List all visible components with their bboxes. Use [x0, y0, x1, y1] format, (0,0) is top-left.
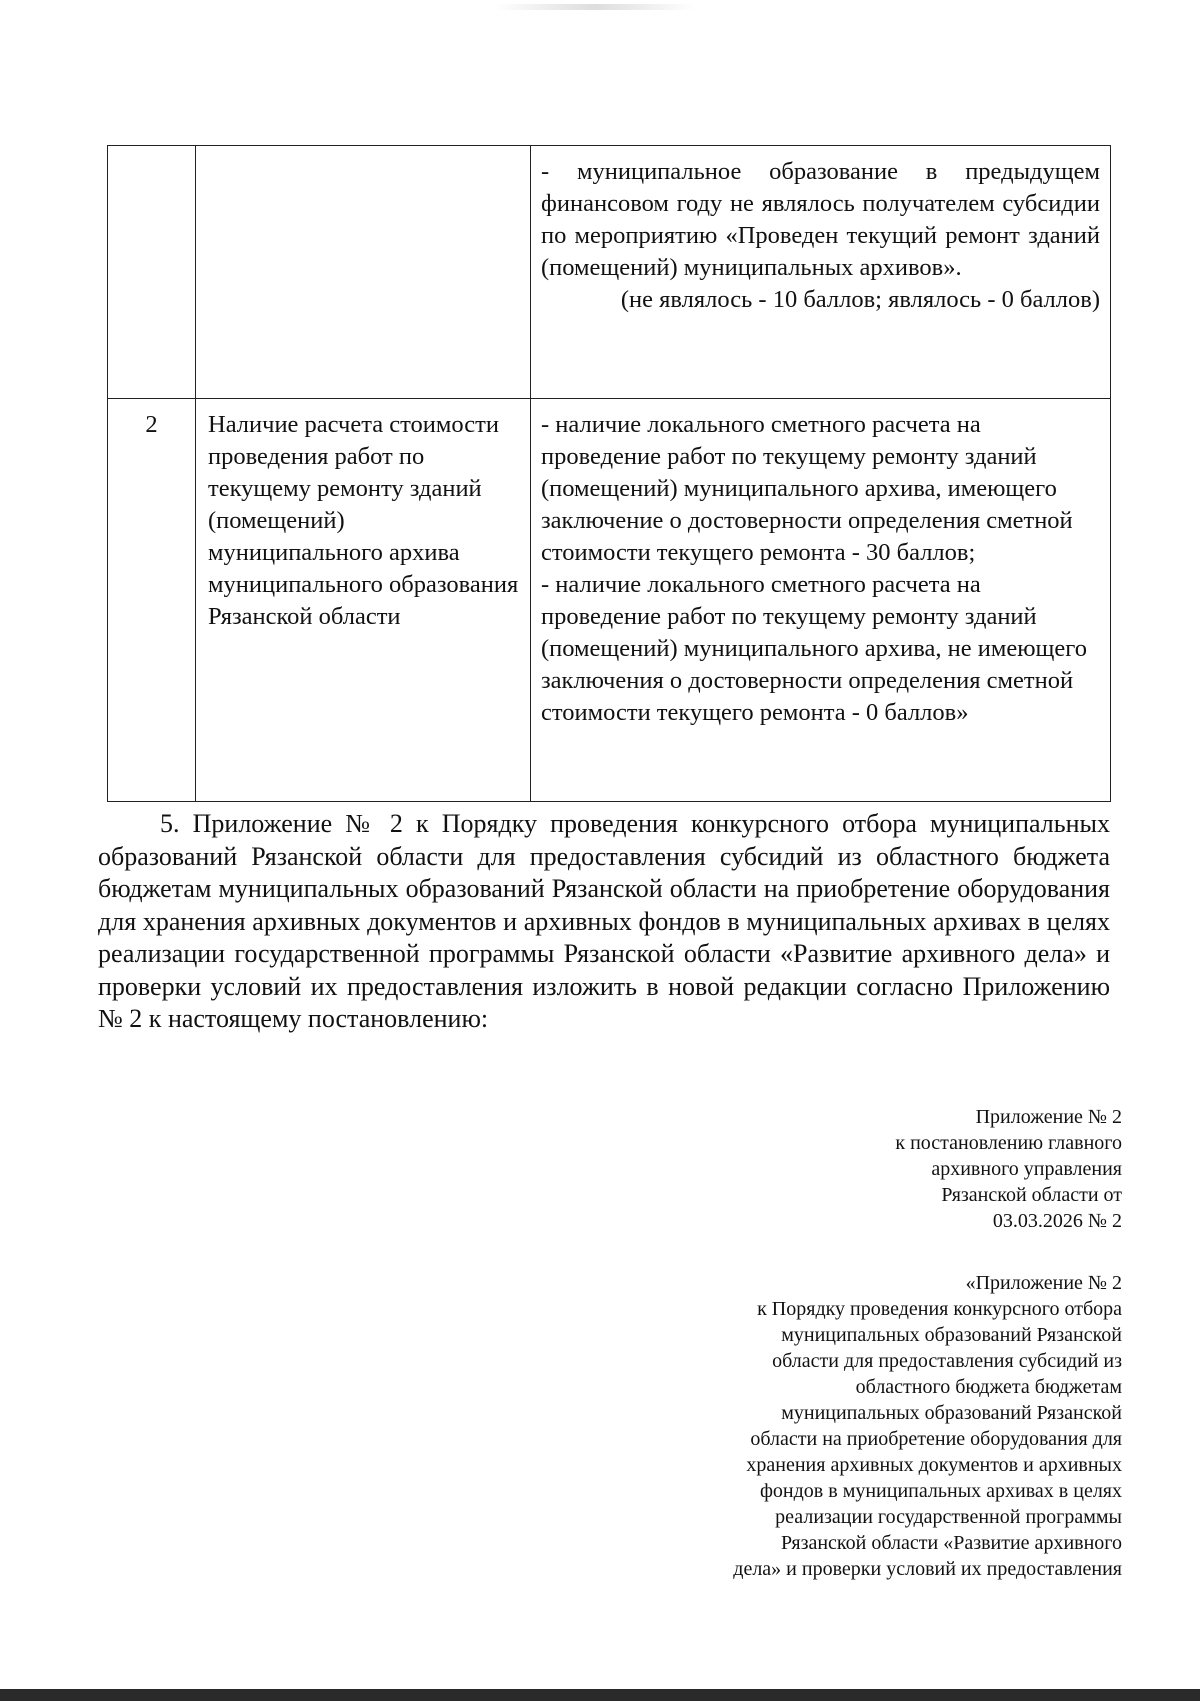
scan-smudge	[495, 4, 695, 10]
appendix-line: областного бюджета бюджетам	[855, 1376, 1122, 1398]
appendix-line: хранения архивных документов и архивных	[746, 1454, 1122, 1476]
row-number-cell: 2	[108, 399, 196, 802]
description-text: - муниципальное образование в предыдущем финансовом году не являлось получателем субсидии по мероприятию «Проведен текущий ремонт зданий (помещений) муниципальных архивов».	[541, 158, 1100, 281]
scan-edge	[0, 1689, 1200, 1701]
appendix-line: реализации государственной программы	[775, 1506, 1122, 1528]
score-text: (не являлось - 10 баллов; являлось - 0 баллов)	[620, 286, 1100, 313]
table-row	[108, 399, 1111, 802]
table-row	[108, 146, 1111, 399]
appendix-line: дела» и проверки условий их предоставления	[733, 1558, 1122, 1580]
appendix-line: к Порядку проведения конкурсного отбора	[757, 1298, 1122, 1320]
body-paragraph: 5. Приложение № 2 к Порядку проведения конкурсного отбора муниципальных образований Рязанской области для предоставления субсидий из областного бюджета бюджетам муниципальных образований Рязанской области на приобретение оборудования для хранения архивных документов и архивных фондов в муниципальных архивах в целях реализации государственной программы Рязанской области «Развитие архивного дела» и проверки условий их предоставления изложить в новой редакции согласно Приложению № 2 к настоящему постановлению:	[98, 809, 1110, 1033]
appendix-line: Рязанской области «Развитие архивного	[781, 1532, 1122, 1554]
description-cell	[531, 146, 1111, 399]
appendix-reference	[562, 1270, 1122, 1582]
appendix-line: муниципальных образований Рязанской	[781, 1324, 1122, 1346]
criterion-cell	[196, 146, 531, 399]
description-text: - наличие локального сметного расчета на проведение работ по текущему ремонту зданий (помещений) муниципального архива, имеющего заключение о достоверности определения сметной стоимости текущего ремонта - 30 баллов;	[541, 411, 1073, 566]
appendix-line: Рязанской области от	[941, 1184, 1122, 1206]
appendix-line: области для предоставления субсидий из	[772, 1350, 1122, 1372]
appendix-heading	[562, 1104, 1122, 1234]
criteria-table	[107, 145, 1111, 802]
appendix-line: фондов в муниципальных архивах в целях	[759, 1480, 1122, 1502]
criterion-cell: Наличие расчета стоимости проведения работ по текущему ремонту зданий (помещений) муниципального архива муниципального образования Рязанской области	[196, 399, 531, 802]
appendix-line: муниципальных образований Рязанской	[781, 1402, 1122, 1424]
row-number-cell	[108, 146, 196, 399]
appendix-line: области на приобретение оборудования для	[750, 1428, 1122, 1450]
appendix-line: «Приложение № 2	[965, 1272, 1122, 1294]
appendix-line: к постановлению главного	[895, 1132, 1122, 1154]
description-text: - наличие локального сметного расчета на проведение работ по текущему ремонту зданий (помещений) муниципального архива, не имеющего заключения о достоверности определения сметной стоимости текущего ремонта - 0 баллов»	[541, 571, 1087, 726]
appendix-line: 03.03.2026 № 2	[992, 1210, 1122, 1232]
appendix-line: архивного управления	[931, 1158, 1122, 1180]
appendix-line: Приложение № 2	[975, 1106, 1122, 1128]
description-cell	[531, 399, 1111, 802]
